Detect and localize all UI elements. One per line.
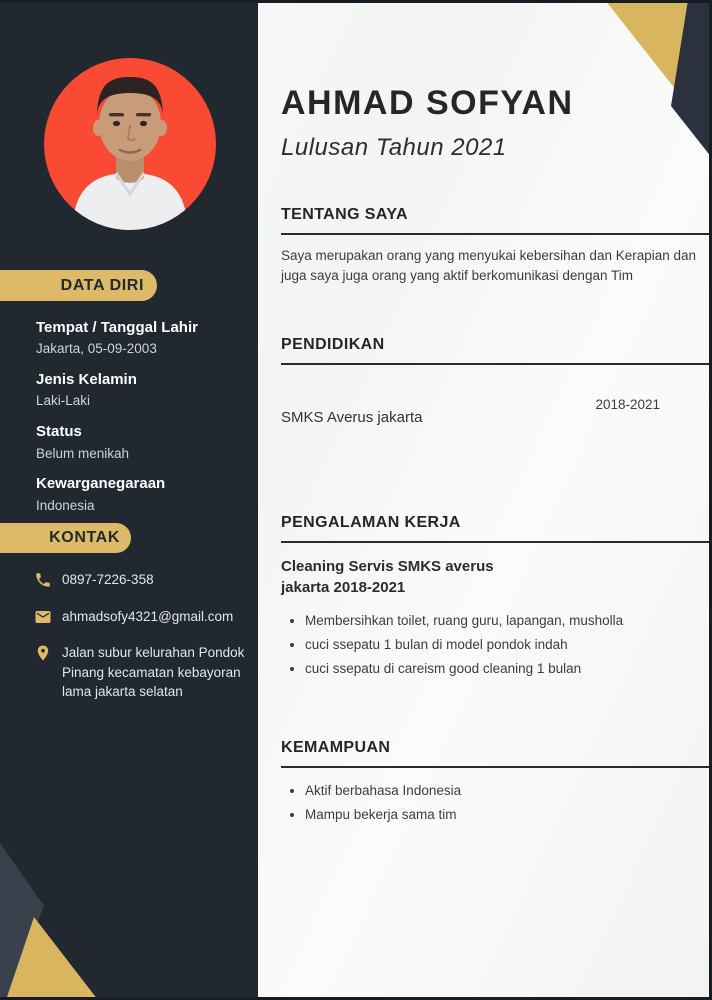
field-value: Jakarta, 05-09-2003 [36, 341, 157, 357]
experience-bullet: • Membersihkan toilet, ruang guru, lapangan, musholla [305, 611, 710, 632]
contact-list [34, 570, 246, 719]
address-text: Jalan subur kelurahan Pondok Pinang kecamatan kebayoran lama jakarta selatan [62, 645, 245, 700]
email-icon [34, 608, 52, 626]
phone-number: 0897-7226-358 [62, 572, 154, 587]
subtitle: Lulusan Tahun 2021 [281, 134, 507, 161]
field-value: Indonesia [36, 497, 95, 513]
data-diri-badge [0, 270, 157, 301]
section-experience-title: PENGALAMAN KERJA [281, 514, 710, 543]
skills-bullet: • Mampu bekerja sama tim [305, 805, 710, 826]
field-birth [36, 318, 241, 359]
kontak-title: KONTAK [49, 529, 120, 546]
field-nationality [36, 474, 241, 515]
name-title: AHMAD SOFYAN [281, 84, 574, 122]
section-about-title: TENTANG SAYA [281, 206, 710, 235]
contact-email-row [34, 607, 246, 627]
contact-phone-row [34, 570, 246, 590]
section-experience [281, 514, 710, 683]
section-skills-title: KEMAMPUAN [281, 739, 710, 768]
field-value: Laki-Laki [36, 393, 91, 409]
contact-address-row [34, 643, 246, 702]
portrait-illustration [44, 58, 216, 230]
phone-icon [34, 571, 52, 589]
field-value: Belum menikah [36, 445, 130, 461]
profile-photo [44, 58, 216, 230]
skills-bullet-list [281, 781, 710, 826]
section-skills [281, 739, 710, 829]
main-panel [258, 0, 712, 1000]
school-name: SMKS Averus jakarta [281, 409, 423, 426]
field-label: Tempat / Tanggal Lahir [36, 319, 198, 336]
education-period: 2018-2021 [595, 397, 660, 412]
experience-bullet-list [281, 611, 710, 680]
experience-bullet: • cuci ssepatu 1 bulan di model pondok indah [305, 635, 710, 656]
experience-bullet: • cuci ssepatu di careism good cleaning 1 bulan [305, 659, 710, 680]
about-text: Saya merupakan orang yang menyukai kebersihan dan Kerapian dan juga saya juga orang yang aktif berkomunikasi dengan Tim [281, 248, 697, 283]
sidebar [0, 0, 258, 1000]
section-about [281, 206, 710, 285]
section-education [281, 336, 710, 426]
field-gender [36, 370, 241, 411]
personal-data-list [36, 318, 241, 527]
field-label: Jenis Kelamin [36, 371, 137, 389]
location-icon [34, 644, 52, 662]
field-label: Kewarganegaraan [36, 475, 166, 493]
data-diri-title: DATA DIRI [60, 276, 144, 294]
education-entry [281, 397, 710, 426]
skills-bullet: • Aktif berbahasa Indonesia [305, 781, 710, 802]
section-education-title: PENDIDIKAN [281, 336, 710, 365]
job-title: Cleaning Servis SMKS averus jakarta 2018-2021 [281, 558, 494, 596]
field-label: Status [36, 423, 82, 441]
email-address: ahmadsofy4321@gmail.com [62, 608, 234, 624]
kontak-badge [0, 523, 131, 553]
field-status [36, 422, 241, 463]
